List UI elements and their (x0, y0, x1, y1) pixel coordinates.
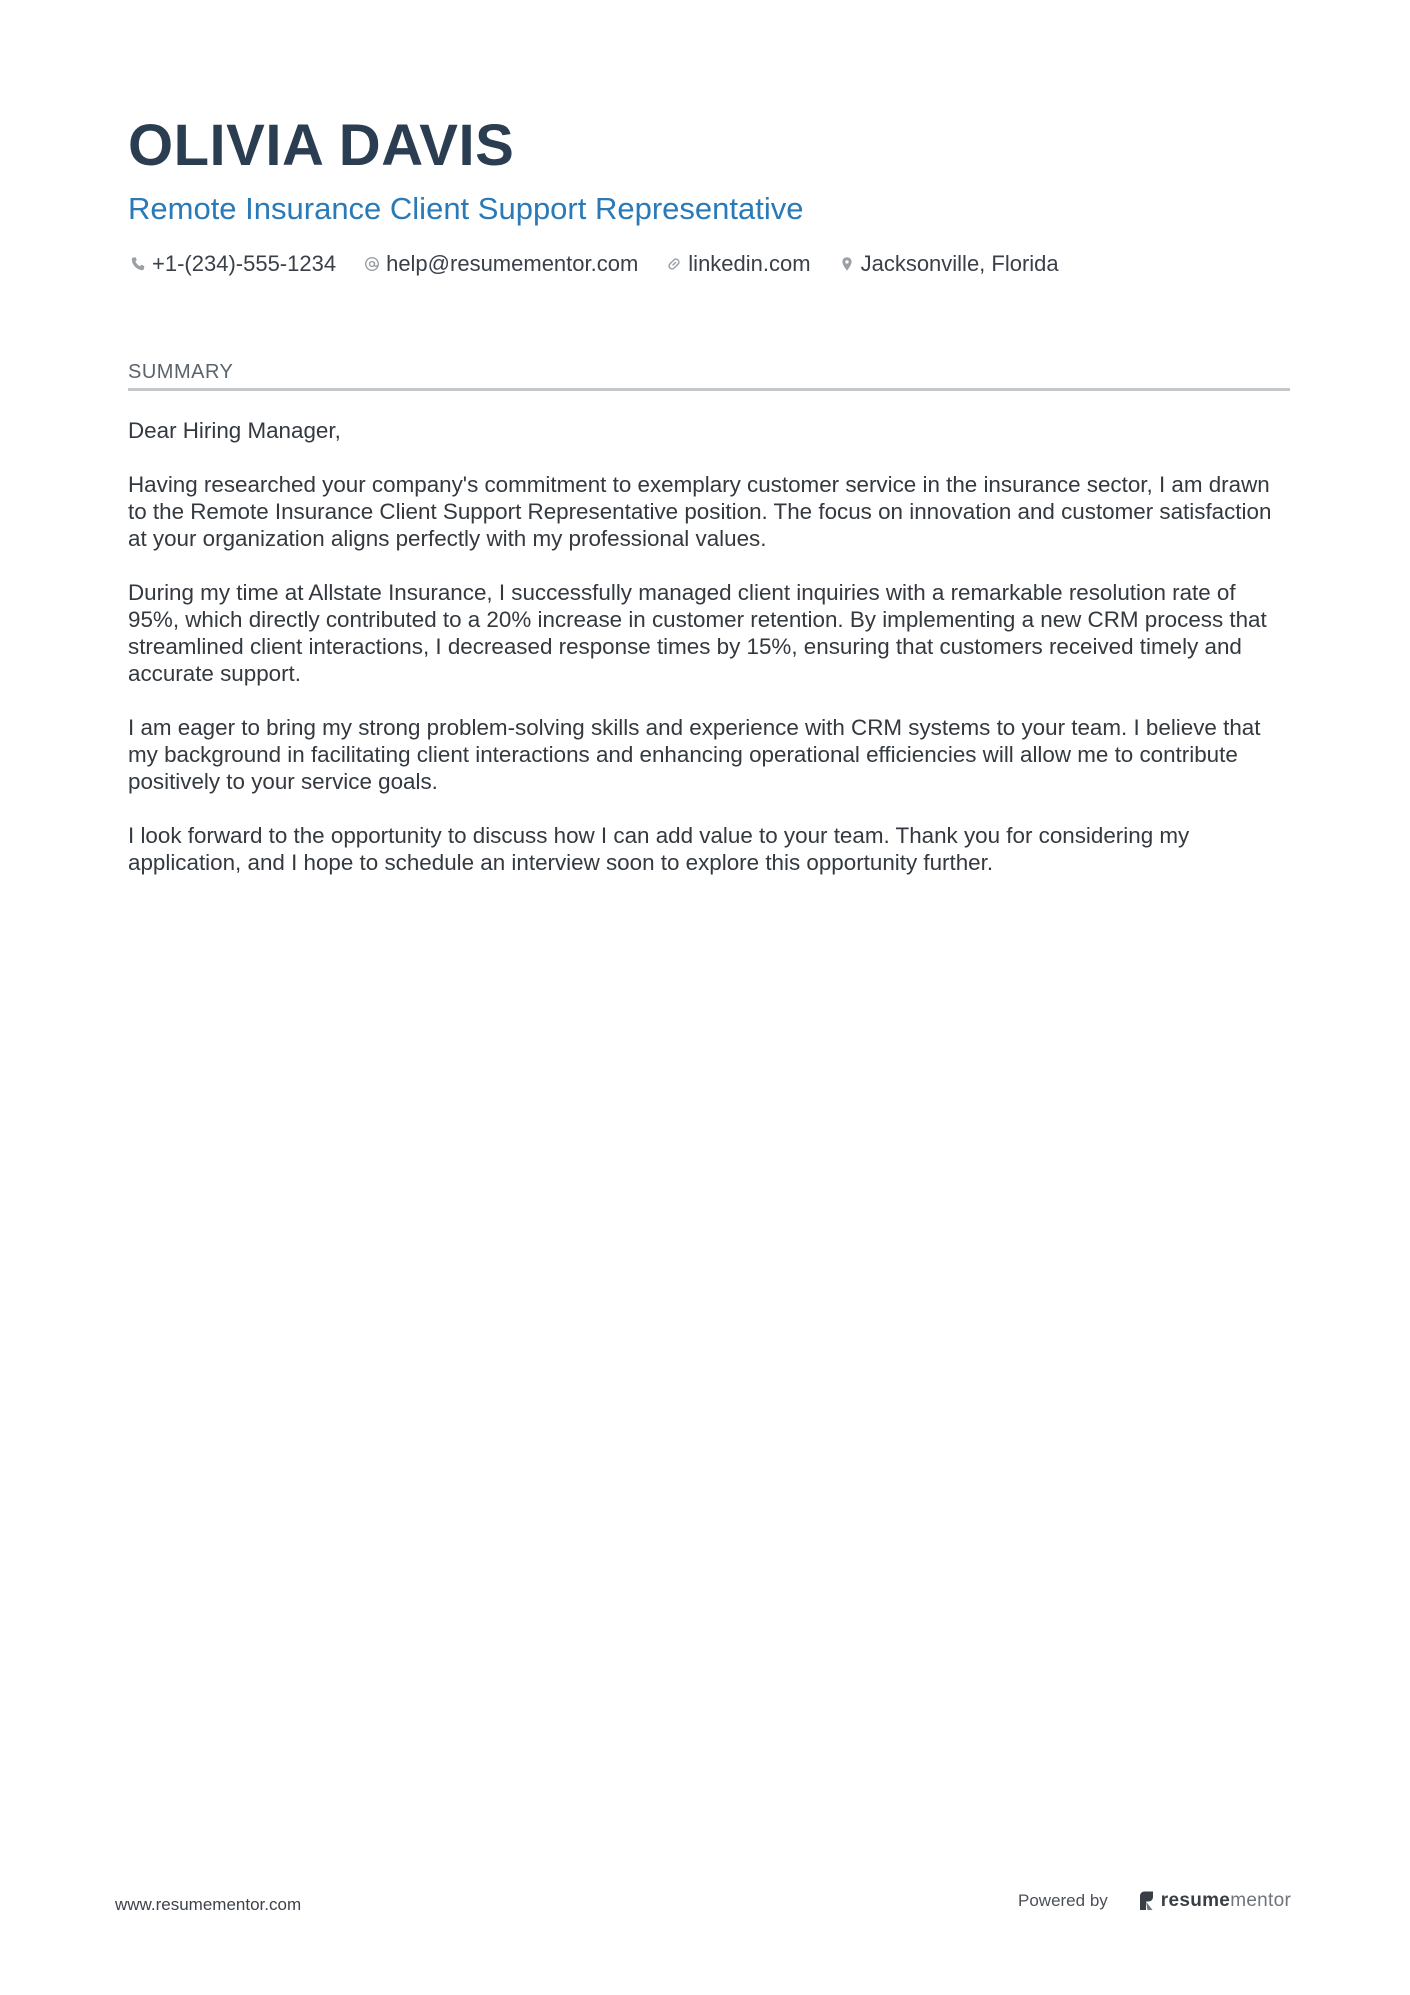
candidate-name: OLIVIA DAVIS (128, 113, 515, 178)
contact-location-text: Jacksonville, Florida (860, 251, 1059, 276)
resume-header (128, 112, 1290, 278)
contact-email[interactable] (362, 250, 638, 278)
letter-paragraph: I look forward to the opportunity to discuss how I can add value to your team. Thank you for considering my application, and I hope to schedule an interview soon to explore this opportunity further. (128, 823, 1190, 875)
phone-icon (128, 254, 148, 274)
location-pin-icon (837, 254, 857, 274)
cover-letter-body (128, 417, 1290, 876)
resumementor-logo-icon (1138, 1890, 1158, 1912)
at-icon (362, 254, 382, 274)
footer-website-link[interactable]: www.resumementor.com (115, 1895, 302, 1914)
section-title-summary: SUMMARY (128, 360, 1290, 391)
job-title: Remote Insurance Client Support Representative (128, 191, 804, 226)
contact-phone (128, 250, 336, 278)
letter-paragraph: During my time at Allstate Insurance, I successfully managed client inquiries with a remarkable resolution rate of 95%, which directly contributed to a 20% increase in customer retention. By implementing a new CRM process that streamlined client interactions, I decreased response times by 15%, ensuring that customers received timely and accurate support. (128, 580, 1267, 686)
contact-bar (128, 250, 1290, 278)
contact-linkedin[interactable] (664, 250, 810, 278)
resumementor-logo[interactable] (1138, 1890, 1291, 1912)
footer-branding (1018, 1890, 1291, 1912)
contact-location (837, 250, 1059, 278)
powered-by-label: Powered by (1018, 1891, 1108, 1910)
letter-paragraph: Having researched your company's commitment to exemplary customer service in the insurance sector, I am drawn to the Remote Insurance Client Support Representative position. The focus on innovation and customer satisfaction at your organization aligns perfectly with my professional values. (128, 472, 1272, 551)
summary-section (128, 360, 1290, 903)
letter-salutation: Dear Hiring Manager, (128, 418, 341, 443)
contact-linkedin-text[interactable]: linkedin.com (688, 251, 811, 276)
brand-name-bold: resume (1160, 1890, 1231, 1911)
letter-paragraph: I am eager to bring my strong problem-solving skills and experience with CRM systems to your team. I believe that my background in facilitating client interactions and enhancing operational efficiencies will allow me to contribute positively to your service goals. (128, 715, 1261, 794)
brand-name-light: mentor (1230, 1890, 1292, 1911)
contact-phone-text: +1-(234)-555-1234 (152, 251, 337, 276)
link-icon (664, 254, 684, 274)
contact-email-text[interactable]: help@resumementor.com (386, 251, 639, 276)
